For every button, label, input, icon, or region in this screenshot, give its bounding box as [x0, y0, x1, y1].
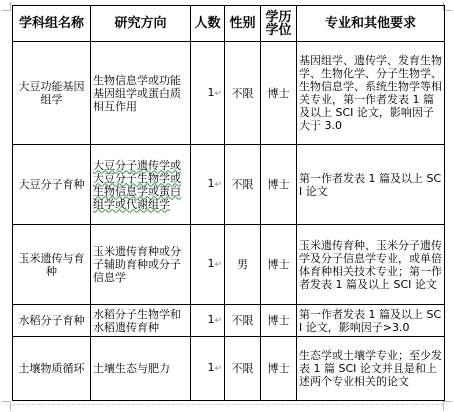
cell-direction: 土壤生态与肥力: [91, 337, 191, 401]
paragraph-mark-icon: ↵: [214, 88, 222, 99]
direction-text: 大豆分子遗传学或大豆分子生物学或生物信息学或蛋白组学或代谢组学: [93, 158, 181, 211]
cell-requirements: 第一作者发表 1 篇及以上 SCI 论文，影响因子>3.0: [297, 305, 445, 337]
table-row: [13, 42, 445, 145]
cell-count: [191, 225, 225, 305]
cell-degree: 博士: [261, 337, 297, 401]
cell-group: 玉米遗传与育种: [13, 225, 91, 305]
count-value: 1: [207, 361, 215, 374]
header-group: 学科组名称: [13, 6, 91, 42]
cell-gender: 不限: [225, 305, 261, 337]
table-row: [13, 305, 445, 337]
header-degree: 学历学位: [261, 6, 297, 42]
cell-degree: 博士: [261, 225, 297, 305]
paragraph-mark-icon: ↵: [214, 316, 222, 326]
cell-count: [191, 42, 225, 145]
cell-direction: 玉米遗传育种或分子辅助育种或分子信息学: [91, 225, 191, 305]
table-row: [13, 145, 445, 225]
page-bottom-guide: [12, 404, 444, 411]
paragraph-mark-icon: ↵: [214, 364, 222, 374]
count-value: 1: [207, 85, 215, 99]
header-row: [13, 6, 445, 42]
header-count: 人数: [191, 6, 225, 42]
cell-requirements: 玉米遗传育种、玉米分子遗传学及分子信息学专业，或单倍体育种相关技术专业；第一作者发表 1 篇及以上 SCI 论文: [297, 225, 445, 305]
recruitment-table: [12, 5, 445, 401]
cell-count: [191, 337, 225, 401]
cell-gender: 不限: [225, 145, 261, 225]
header-gender: 性别: [225, 6, 261, 42]
count-value: 1: [207, 177, 215, 190]
paragraph-mark-icon: ↵: [214, 260, 222, 270]
cell-requirements: 生态学或土壤学专业；至少发表 1 篇 SCI 论文并且是和上述两个专业相关的论文: [297, 337, 445, 401]
page-corner-mark: [443, 401, 452, 410]
cell-gender: 男: [225, 225, 261, 305]
cell-gender: 不限: [225, 337, 261, 401]
table-row: [13, 225, 445, 305]
page-corner-mark: [2, 2, 11, 11]
header-direction: 研究方向: [91, 6, 191, 42]
header-requirements: 专业和其他要求: [297, 6, 445, 42]
cell-degree: 博士: [261, 305, 297, 337]
cell-direction: 水稻分子生物学和水稻遗传育种: [91, 305, 191, 337]
page-corner-mark: [2, 401, 11, 410]
cell-requirements: 第一作者发表 1 篇及以上 SCI 论文: [297, 145, 445, 225]
paragraph-mark-icon: ↵: [214, 180, 222, 190]
cell-count: [191, 145, 225, 225]
cell-group: 水稻分子育种: [13, 305, 91, 337]
cell-direction: [91, 145, 191, 225]
cell-group: 大豆功能基因组学: [13, 42, 91, 145]
cell-direction: 生物信息学或功能基因组学或蛋白质相互作用: [91, 42, 191, 145]
cell-group: 土壤物质循环: [13, 337, 91, 401]
cell-count: [191, 305, 225, 337]
cell-requirements: 基因组学、遗传学、发育生物学、生物化学、分子生物学、生物信息学、系统生物学等相关专业，第一作者发表 1 篇及以上 SCI 论文，影响因子大于 3.0: [297, 42, 445, 145]
count-value: 1: [207, 257, 215, 270]
count-value: 1: [207, 313, 215, 326]
table-row: [13, 337, 445, 401]
cell-gender: 不限: [225, 42, 261, 145]
cell-group: 大豆分子育种: [13, 145, 91, 225]
cell-degree: 博士: [261, 42, 297, 145]
cell-degree: 博士: [261, 145, 297, 225]
